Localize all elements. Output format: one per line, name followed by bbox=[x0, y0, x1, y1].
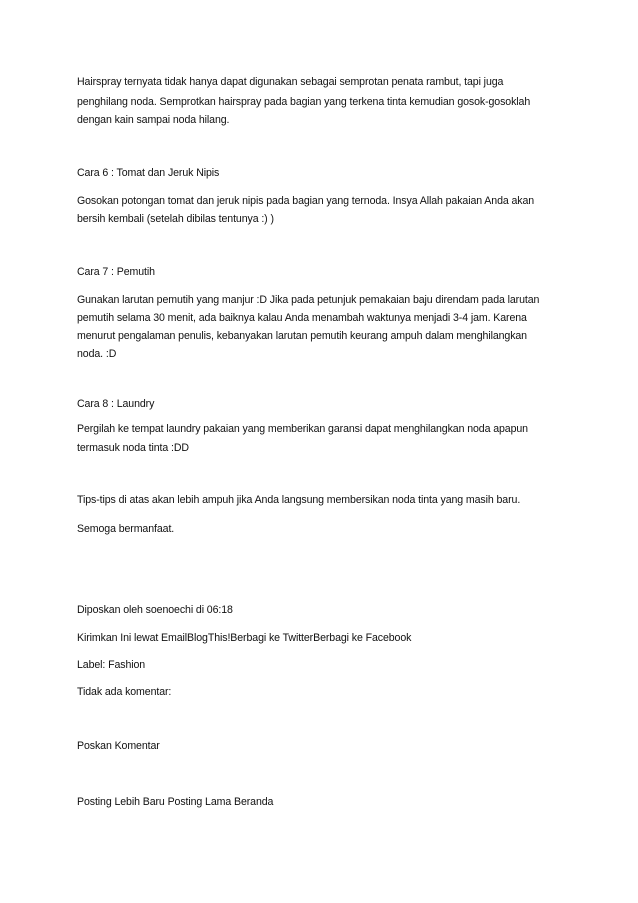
post-navigation-text: Posting Lebih Baru Posting Lama Beranda bbox=[77, 796, 274, 808]
cara6-heading: Cara 6 : Tomat dan Jeruk Nipis bbox=[77, 167, 220, 179]
posted-by-text: Diposkan oleh soenoechi di 06:18 bbox=[77, 604, 233, 616]
cara7-line-1: Gunakan larutan pemutih yang manjur :D Jika pada petunjuk pemakaian baju direndam pada larutan bbox=[77, 294, 540, 306]
cara8-line-1: Pergilah ke tempat laundry pakaian yang memberikan garansi dapat menghilangkan noda apapun bbox=[77, 423, 528, 435]
cara7-line-3: menurut pengalaman penulis, kebanyakan larutan pemutih keurang ampuh dalam menghilangkan bbox=[77, 330, 527, 342]
share-links-text: Kirimkan Ini lewat EmailBlogThis!Berbagi ke TwitterBerbagi ke Facebook bbox=[77, 632, 412, 644]
intro-line-3: dengan kain sampai noda hilang. bbox=[77, 114, 230, 126]
cara7-line-4: noda. :D bbox=[77, 348, 117, 360]
cara7-line-2: pemutih selama 30 menit, ada baiknya kalau Anda menambah waktunya menjadi 3-4 jam. Karena bbox=[77, 312, 527, 324]
intro-line-2: penghilang noda. Semprotkan hairspray pada bagian yang terkena tinta kemudian gosok-gosoklah bbox=[77, 96, 531, 108]
post-comment-text: Poskan Komentar bbox=[77, 740, 160, 752]
closing-text: Semoga bermanfaat. bbox=[77, 523, 175, 535]
cara6-line-2: bersih kembali (setelah dibilas tentunya :) ) bbox=[77, 213, 274, 225]
comments-count-text: Tidak ada komentar: bbox=[77, 686, 172, 698]
intro-line-1: Hairspray ternyata tidak hanya dapat digunakan sebagai semprotan penata rambut, tapi juga bbox=[77, 76, 504, 88]
cara6-line-1: Gosokan potongan tomat dan jeruk nipis pada bagian yang ternoda. Insya Allah pakaian Anda akan bbox=[77, 195, 535, 207]
cara8-line-2: termasuk noda tinta :DD bbox=[77, 442, 189, 454]
tips-text: Tips-tips di atas akan lebih ampuh jika Anda langsung membersikan noda tinta yang masih baru. bbox=[77, 494, 521, 506]
cara7-heading: Cara 7 : Pemutih bbox=[77, 266, 155, 278]
label-text: Label: Fashion bbox=[77, 659, 146, 671]
cara8-heading: Cara 8 : Laundry bbox=[77, 398, 155, 410]
